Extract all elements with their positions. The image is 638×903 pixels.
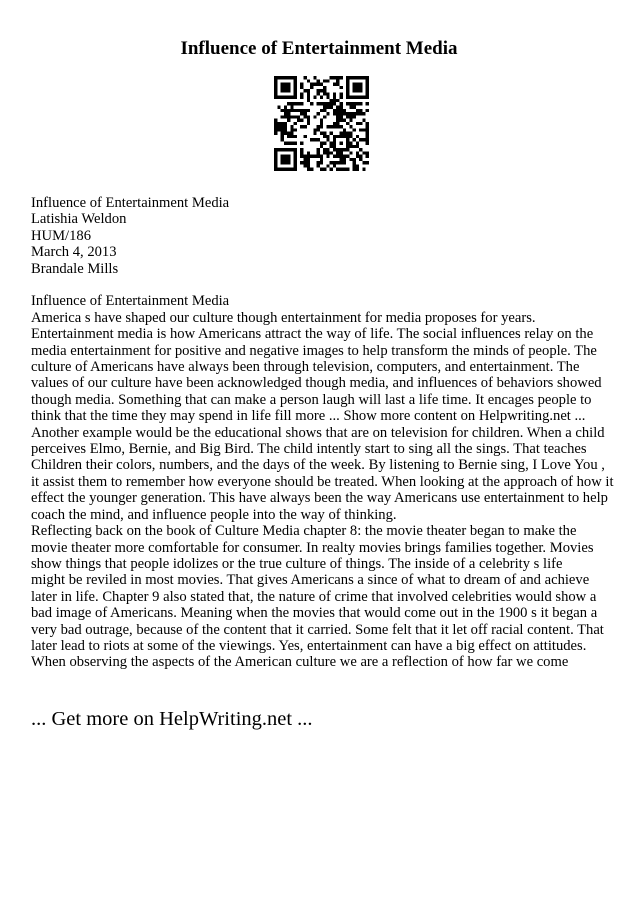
body-line: When observing the aspects of the American culture we are a reflection of how far we come <box>31 654 569 671</box>
essay-text <box>31 293 613 670</box>
header-line-instructor: Brandale Mills <box>31 260 119 277</box>
header-line-title: Influence of Entertainment Media <box>31 195 230 211</box>
body-line: it assist them to remember how everyone should be treated. When looking at the approach of how it <box>31 473 614 490</box>
body-line: effect the younger generation. This have always been the way Americans use entertainment to help <box>31 490 608 507</box>
header-line-author: Latishia Weldon <box>31 211 127 228</box>
body-line: bad image of Americans. Meaning when the movies that would come out in the 1900 s it began a <box>31 605 598 622</box>
document-title: Influence of Entertainment Media <box>180 38 458 59</box>
body-line: might be reviled in most movies. That gives Americans a since of what to dream of and achieve <box>31 572 590 589</box>
document-body <box>31 195 613 671</box>
body-line: Reflecting back on the book of Culture Media chapter 8: the movie theater began to make the <box>31 523 577 540</box>
body-line: Entertainment media is how Americans attract the way of life. The social influences relay on the <box>31 326 594 343</box>
qr-code-icon <box>274 76 369 171</box>
header-line-date: March 4, 2013 <box>31 244 117 261</box>
body-line: though media. Something that can make a person laugh will last a life time. It encages people to <box>31 391 592 408</box>
get-more-link[interactable]: ... Get more on HelpWriting.net ... <box>31 708 313 730</box>
header-line-course: HUM/186 <box>31 227 91 244</box>
body-line: show things that people idolizes or the true culture of things. The inside of a celebrity s life <box>31 555 563 572</box>
body-line: later in life. Chapter 9 also stated that, the nature of crime that involved celebrities would show a <box>31 588 597 605</box>
body-line: later lead to riots at some of the viewings. Yes, entertainment can have a big effect on attitudes. <box>31 637 587 654</box>
body-line: culture of Americans have always been through television, computers, and entertainment. The <box>31 359 580 376</box>
paragraph-gap <box>31 277 613 293</box>
body-line: America s have shaped our culture though entertainment for media proposes for years. <box>31 309 536 326</box>
body-line: think that the time they may spend in life fill more ... Show more content on Helpwriting.net ... <box>31 408 586 425</box>
body-line: Children their colors, numbers, and the days of the week. By listening to Bernie sing, I Love You , <box>31 457 605 474</box>
body-line: Influence of Entertainment Media <box>31 293 230 310</box>
body-line: perceives Elmo, Bernie, and Big Bird. The child intently start to sing all the sings. That teaches <box>31 441 587 458</box>
body-line: coach the mind, and influence people into the way of thinking. <box>31 506 397 523</box>
body-line: very bad outrage, because of the content that it carried. Some felt that it let off racial content. That <box>31 621 604 638</box>
body-line: media entertainment for positive and negative images to help transform the minds of people. The <box>31 342 597 359</box>
body-line: movie theater more comfortable for consumer. In realty movies brings families together. Movies <box>31 539 594 556</box>
body-line: values of our culture have been acknowledged though media, and influences of behaviors showed <box>31 375 602 392</box>
body-line: Another example would be the educational shows that are on television for children. When a child <box>31 424 605 441</box>
